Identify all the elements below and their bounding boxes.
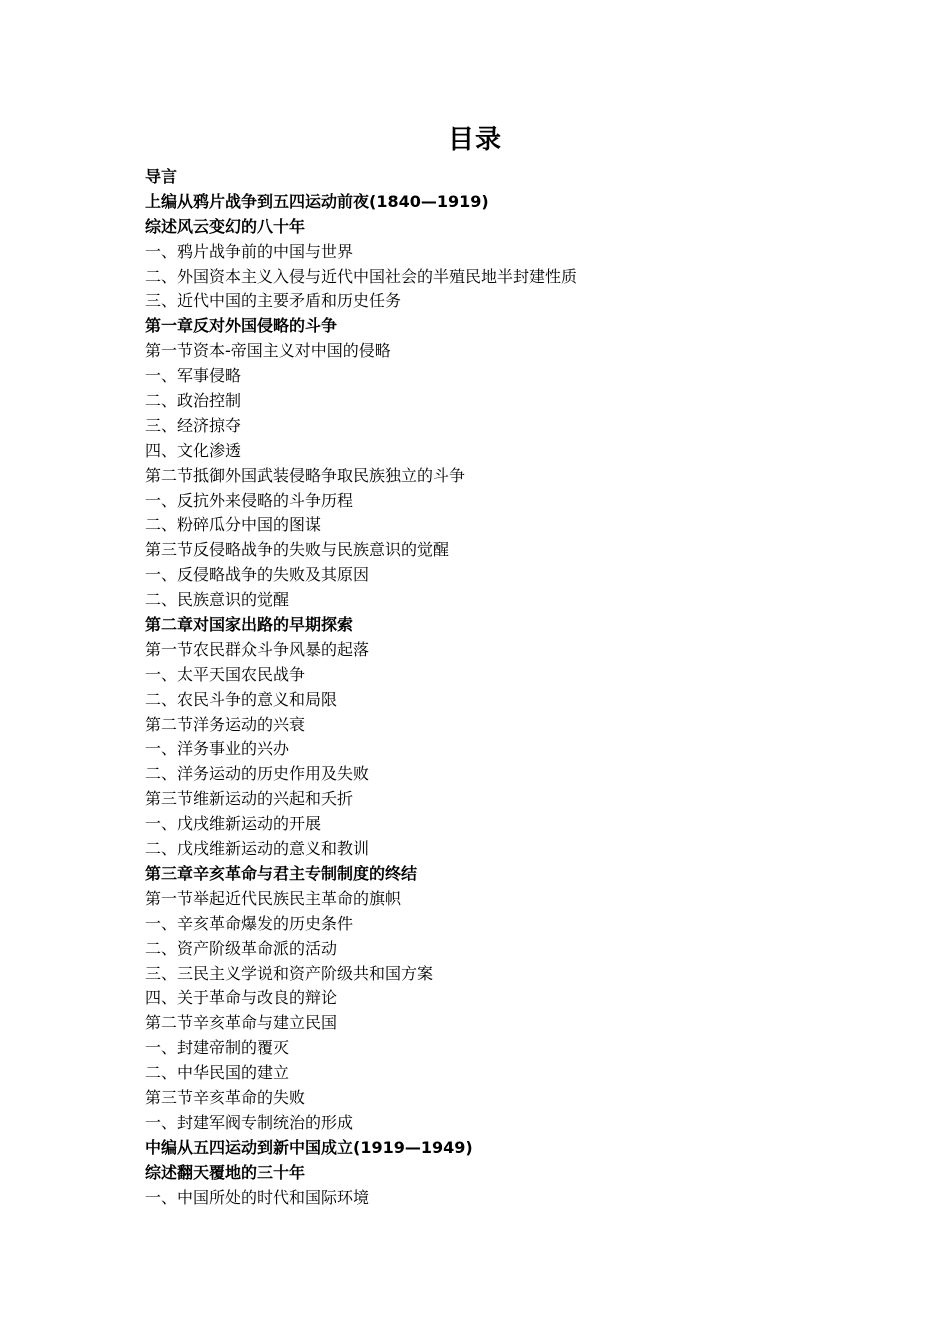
toc-entry: 第三节辛亥革命的失败 xyxy=(145,1087,306,1107)
toc-entry: 一、鸦片战争前的中国与世界 xyxy=(145,241,354,261)
toc-heading: 第一章反对外国侵略的斗争 xyxy=(145,316,338,336)
toc-entry: 二、资产阶级革命派的活动 xyxy=(145,938,338,958)
toc-entry: 三、三民主义学说和资产阶级共和国方案 xyxy=(145,963,434,983)
toc-entry: 一、封建军阀专制统治的形成 xyxy=(145,1112,354,1132)
toc-heading: 综述翻天覆地的三十年 xyxy=(145,1162,306,1182)
toc-entry: 一、反抗外来侵略的斗争历程 xyxy=(145,490,354,510)
toc-entry: 一、戊戌维新运动的开展 xyxy=(145,814,322,834)
toc-entry: 第一节农民群众斗争风暴的起落 xyxy=(145,639,370,659)
toc-entry: 第三节反侵略战争的失败与民族意识的觉醒 xyxy=(145,540,450,560)
toc-entry: 第一节资本-帝国主义对中国的侵略 xyxy=(145,341,391,361)
toc-heading: 导言 xyxy=(145,167,178,186)
toc-entry: 二、粉碎瓜分中国的图谋 xyxy=(145,515,322,535)
toc-heading: 第二章对国家出路的早期探索 xyxy=(145,615,354,635)
toc-entry: 一、洋务事业的兴办 xyxy=(145,739,290,759)
toc-heading: 中编从五四运动到新中国成立(1919—1949) xyxy=(145,1137,473,1157)
toc-heading: 上编从鸦片战争到五四运动前夜(1840—1919) xyxy=(145,191,489,211)
toc-entry: 第三节维新运动的兴起和夭折 xyxy=(145,789,354,809)
toc-entry: 二、洋务运动的历史作用及失败 xyxy=(145,764,370,784)
toc-entry: 二、农民斗争的意义和局限 xyxy=(145,689,338,709)
toc-entry: 三、经济掠夺 xyxy=(145,415,242,435)
toc-entry: 一、反侵略战争的失败及其原因 xyxy=(145,565,370,585)
toc-entry: 第二节洋务运动的兴衰 xyxy=(145,714,306,734)
toc-heading: 第三章辛亥革命与君主专制制度的终结 xyxy=(145,863,418,883)
toc-entry: 二、戊戌维新运动的意义和教训 xyxy=(145,839,370,859)
table-of-contents xyxy=(145,165,845,1210)
toc-entry: 二、外国资本主义入侵与近代中国社会的半殖民地半封建性质 xyxy=(145,266,578,286)
toc-heading: 综述风云变幻的八十年 xyxy=(145,216,306,236)
toc-entry: 四、文化渗透 xyxy=(145,440,242,460)
toc-entry: 一、封建帝制的覆灭 xyxy=(145,1038,290,1058)
toc-entry: 第二节辛亥革命与建立民国 xyxy=(145,1013,338,1033)
toc-entry: 第一节举起近代民族民主革命的旗帜 xyxy=(145,888,402,908)
toc-entry: 一、太平天国农民战争 xyxy=(145,664,306,684)
toc-entry: 第二节抵御外国武装侵略争取民族独立的斗争 xyxy=(145,465,466,485)
toc-entry: 一、军事侵略 xyxy=(145,366,242,386)
toc-entry: 三、近代中国的主要矛盾和历史任务 xyxy=(145,291,402,311)
toc-entry: 二、民族意识的觉醒 xyxy=(145,590,290,610)
toc-entry: 一、辛亥革命爆发的历史条件 xyxy=(145,913,354,933)
toc-entry: 一、中国所处的时代和国际环境 xyxy=(145,1187,370,1207)
toc-entry: 二、政治控制 xyxy=(145,391,242,411)
page-title: 目录 xyxy=(447,125,502,155)
toc-entry: 二、中华民国的建立 xyxy=(145,1063,290,1083)
toc-entry: 四、关于革命与改良的辩论 xyxy=(145,988,338,1008)
